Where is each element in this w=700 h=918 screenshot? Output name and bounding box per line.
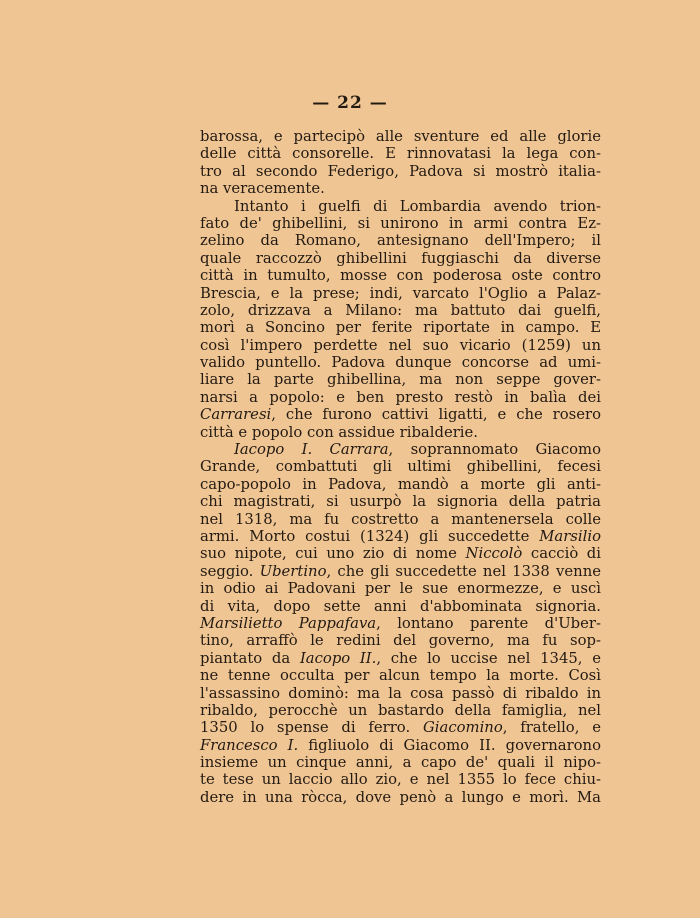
- text-line: [200, 458, 601, 475]
- text-run: zolo, drizzava a Milano: ma battuto dai guelfi,: [200, 301, 601, 319]
- text-line: [200, 250, 601, 267]
- italic-name: Giacomino: [422, 719, 503, 737]
- text-run: na veracemente.: [200, 180, 325, 198]
- text-run: , fratello, e: [502, 719, 601, 737]
- text-line: [200, 232, 601, 249]
- text-line: [200, 163, 601, 180]
- text-run: , lontano parente d'Uber-: [376, 614, 601, 632]
- text-run: te tese un laccio allo zio, e nel 1355 lo fece chiu-: [200, 771, 601, 789]
- text-run: figliuolo di Giacomo II. governarono: [298, 736, 601, 754]
- text-run: tino, arraffò le redini del governo, ma fu sop-: [200, 632, 601, 650]
- text-line: [200, 441, 601, 458]
- text-run: suo nipote, cui uno zio di nome: [200, 545, 466, 563]
- text-line: [200, 511, 601, 528]
- text-line: [200, 180, 601, 197]
- text-line: [200, 319, 601, 336]
- text-run: piantato da: [200, 649, 300, 667]
- page-number: — 22 —: [312, 93, 388, 113]
- text-line: [200, 406, 601, 423]
- text-line: [200, 198, 601, 215]
- text-line: [200, 528, 601, 545]
- text-run: tro al secondo Federigo, Padova si mostrò italia-: [200, 162, 601, 180]
- text-run: in odio ai Padovani per le sue enormezze, e uscì: [200, 580, 601, 598]
- text-line: [200, 719, 601, 736]
- text-run: ribaldo, perocchè un bastardo della famiglia, nel: [200, 701, 601, 719]
- text-run: fato de' ghibellini, si unirono in armi contra Ez-: [200, 214, 601, 232]
- text-line: [200, 632, 601, 649]
- text-line: [200, 145, 601, 162]
- text-run: chi magistrati, si usurpò la signoria della patria: [200, 493, 601, 511]
- text-line: [200, 285, 601, 302]
- text-run: armi. Morto costui (1324) gli succedette: [200, 527, 540, 545]
- text-line: [200, 580, 601, 597]
- text-run: Brescia, e la prese; indi, varcato l'Oglio a Palaz-: [200, 284, 601, 302]
- text-run: barossa, e partecipò alle sventure ed alle glorie: [200, 128, 601, 145]
- italic-name: Francesco I.: [200, 736, 299, 754]
- text-run: , che lo uccise nel 1345, e: [376, 649, 601, 667]
- body-text: [200, 128, 601, 806]
- text-line: [200, 771, 601, 788]
- text-run: l'assassino dominò: ma la cosa passò di ribaldo in: [200, 684, 601, 702]
- text-line: [200, 563, 601, 580]
- italic-name: Niccolò: [465, 545, 523, 563]
- text-run: così l'impero perdette nel suo vicario (1259) un: [200, 336, 601, 354]
- italic-name: Iacopo II.: [299, 649, 377, 667]
- text-line: [200, 354, 601, 371]
- text-run: seggio.: [200, 562, 260, 580]
- text-line: [200, 737, 601, 754]
- text-run: , che furono cattivi ligatti, e che rosero: [271, 406, 601, 424]
- text-run: città in tumulto, mosse con poderosa oste contro: [200, 267, 601, 285]
- text-run: , soprannomato Giacomo: [388, 441, 601, 459]
- text-run: Intanto i guelfi di Lombardia avendo trion-: [234, 197, 601, 215]
- text-run: cacciò di: [522, 545, 602, 563]
- italic-name: Marsilio: [539, 527, 601, 545]
- text-run: valido puntello. Padova dunque concorse ad umi-: [200, 354, 601, 372]
- text-line: [200, 789, 601, 806]
- text-run: morì a Soncino per ferite riportate in campo. E: [200, 319, 601, 337]
- text-run: capo-popolo in Padova, mandò a morte gli anti-: [200, 475, 601, 493]
- text-line: [200, 615, 601, 632]
- text-line: [200, 267, 601, 284]
- text-line: [200, 371, 601, 388]
- text-run: insieme un cinque anni, a capo de' quali il nipo-: [200, 754, 601, 772]
- text-run: città e popolo con assidue ribalderie.: [200, 423, 478, 441]
- italic-name: Ubertino: [259, 562, 327, 580]
- text-line: [200, 128, 601, 145]
- text-run: , che gli succedette nel 1338 venne: [326, 562, 601, 580]
- italic-name: Carraresi: [200, 406, 272, 424]
- text-line: [200, 667, 601, 684]
- text-line: [200, 598, 601, 615]
- text-run: dere in una ròcca, dove penò a lungo e morì. Ma: [200, 788, 601, 806]
- text-run: nel 1318, ma fu costretto a mantenersela colle: [200, 510, 601, 528]
- text-line: [200, 215, 601, 232]
- text-run: Grande, combattuti gli ultimi ghibellini, fecesi: [200, 458, 601, 476]
- text-line: [200, 702, 601, 719]
- text-line: [200, 754, 601, 771]
- text-line: [200, 337, 601, 354]
- text-run: liare la parte ghibellina, ma non seppe gover-: [200, 371, 601, 389]
- italic-name: Marsilietto Pappafava: [200, 614, 377, 632]
- text-line: [200, 389, 601, 406]
- text-line: [200, 424, 601, 441]
- text-line: [200, 476, 601, 493]
- text-line: [200, 685, 601, 702]
- text-run: quale raccozzò ghibellini fuggiaschi da diverse: [200, 249, 601, 267]
- text-run: di vita, dopo sette anni d'abbominata signoria.: [200, 597, 601, 615]
- text-run: delle città consorelle. E rinnovatasi la lega con-: [200, 145, 601, 163]
- text-run: zelino da Romano, antesignano dell'Impero; il: [200, 232, 601, 250]
- text-line: [200, 493, 601, 510]
- text-line: [200, 650, 601, 667]
- italic-name: Iacopo I. Carrara: [234, 441, 389, 459]
- text-run: 1350 lo spense di ferro.: [200, 719, 423, 737]
- text-line: [200, 302, 601, 319]
- text-line: [200, 545, 601, 562]
- text-run: narsi a popolo: e ben presto restò in balìa dei: [200, 388, 601, 406]
- text-run: ne tenne occulta per alcun tempo la morte. Così: [200, 667, 601, 685]
